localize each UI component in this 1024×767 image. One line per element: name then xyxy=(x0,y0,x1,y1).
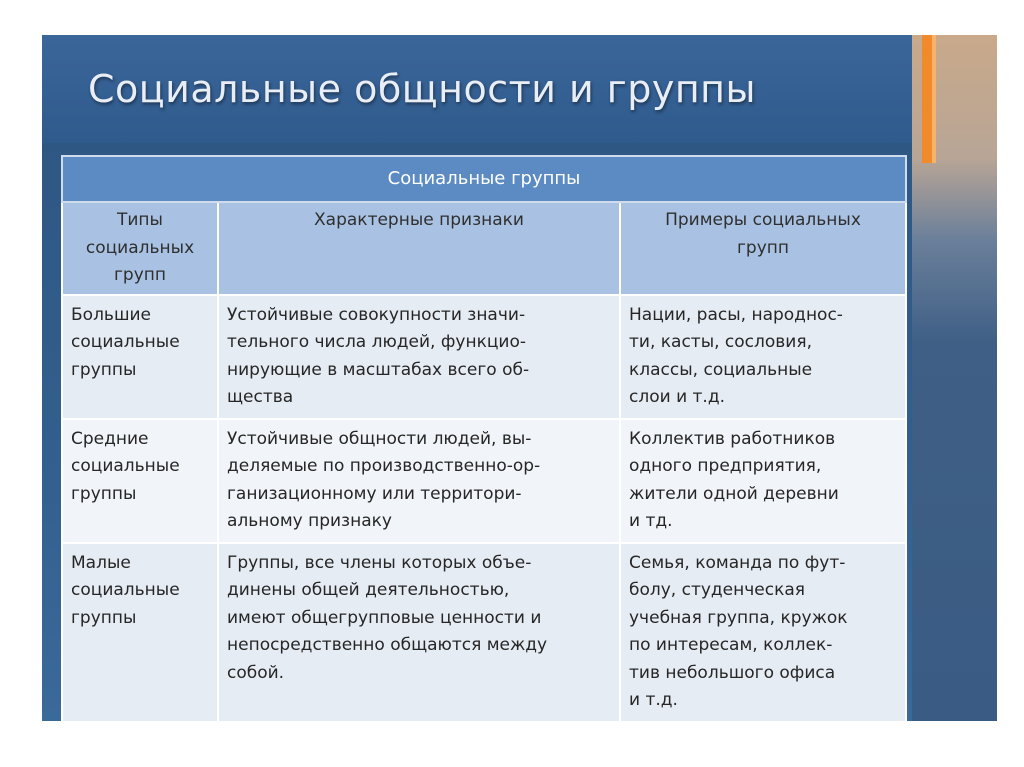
header-line: социальных xyxy=(85,237,195,258)
cell-line: нирующие в масштабах всего об- xyxy=(227,359,530,380)
header-line: Типы xyxy=(117,210,163,230)
header-types xyxy=(62,202,218,295)
cell-line: тив небольшого офиса xyxy=(629,662,836,683)
cell-line: учебная группа, кружок xyxy=(629,607,848,628)
table-caption: Социальные группы xyxy=(62,156,906,202)
cell-line: Устойчивые совокупности значи- xyxy=(227,304,526,325)
cell-line: слои и т.д. xyxy=(629,387,725,407)
cell-line: ганизационному или территори- xyxy=(227,483,522,504)
header-features xyxy=(218,202,620,295)
cell-line: социальные xyxy=(71,332,180,352)
table-row xyxy=(62,419,906,543)
cell-line: болу, студенческая xyxy=(629,580,806,600)
cell-line: непосредственно общаются между xyxy=(227,635,548,655)
slide xyxy=(42,35,997,721)
cell-line: группы xyxy=(71,607,137,628)
cell-line: социальные xyxy=(71,456,180,476)
cell-type xyxy=(62,295,218,419)
cell-line: собой. xyxy=(227,662,285,683)
cell-line: и тд. xyxy=(629,511,673,531)
accent-stripe xyxy=(922,35,932,163)
cell-line: социальные xyxy=(71,580,180,600)
cell-line: жители одной деревни xyxy=(629,483,839,504)
cell-line: Большие xyxy=(71,304,152,325)
cell-examples xyxy=(620,295,906,419)
cell-line: классы, социальные xyxy=(629,359,813,380)
cell-line: щества xyxy=(227,387,294,407)
header-line: групп xyxy=(737,237,790,258)
cell-line: Группы, все члены которых объе- xyxy=(227,552,532,573)
cell-line: Малые xyxy=(71,552,131,573)
cell-line: динены общей деятельностью, xyxy=(227,580,510,600)
cell-line: группы xyxy=(71,359,137,380)
cell-line: Семья, команда по фут- xyxy=(629,552,846,573)
cell-type xyxy=(62,419,218,543)
header-line: Примеры социальных xyxy=(665,210,861,230)
slide-title: Социальные общности и группы xyxy=(88,67,757,111)
header-examples xyxy=(620,202,906,295)
table-row xyxy=(62,543,906,722)
cell-line: одного предприятия, xyxy=(629,456,822,476)
cell-features xyxy=(218,543,620,722)
cell-examples xyxy=(620,543,906,722)
cell-line: деляемые по производственно-ор- xyxy=(227,456,541,476)
cell-features xyxy=(218,419,620,543)
cell-examples xyxy=(620,419,906,543)
accent-stripe-highlight xyxy=(932,35,936,163)
cell-line: по интересам, коллек- xyxy=(629,635,833,655)
cell-line: альному признаку xyxy=(227,511,392,531)
header-line: Характерные признаки xyxy=(314,210,524,230)
cell-features xyxy=(218,295,620,419)
table-row xyxy=(62,295,906,419)
cell-line: имеют общегрупповые ценности и xyxy=(227,607,542,628)
title-band xyxy=(42,35,912,143)
cell-line: группы xyxy=(71,483,137,504)
cell-type xyxy=(62,543,218,722)
cell-line: Коллектив работников xyxy=(629,428,836,449)
cell-line: тельного числа людей, функцио- xyxy=(227,332,527,352)
cell-line: Средние xyxy=(71,428,149,449)
header-line: групп xyxy=(113,265,166,285)
cell-line: и т.д. xyxy=(629,690,678,710)
cell-line: ти, касты, сословия, xyxy=(629,332,812,352)
social-groups-table xyxy=(61,155,907,721)
cell-line: Устойчивые общности людей, вы- xyxy=(227,428,532,449)
cell-line: Нации, расы, народнос- xyxy=(629,304,843,325)
